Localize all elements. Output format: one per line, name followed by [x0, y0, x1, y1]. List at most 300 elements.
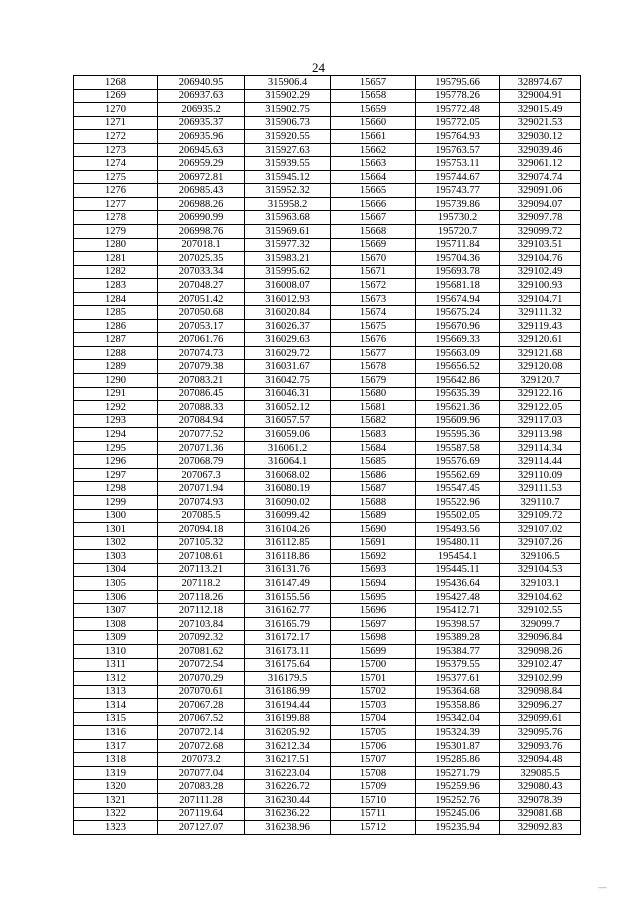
table-cell-point-number-left: 1269: [74, 89, 158, 103]
table-row: [74, 319, 581, 333]
table-cell-x-coordinate-right: 195412.71: [416, 604, 500, 618]
table-cell-point-number-left: 1287: [74, 333, 158, 347]
table-cell-point-number-left: 1271: [74, 116, 158, 130]
table-cell-x-coordinate-right: 195245.06: [416, 807, 500, 821]
table-row: [74, 374, 581, 388]
table-row: [74, 604, 581, 618]
table-cell-x-coordinate-left: 207061.76: [158, 333, 245, 347]
table-cell-x-coordinate-right: 195669.33: [416, 333, 500, 347]
table-cell-y-coordinate-right: 329122.16: [500, 387, 581, 401]
table-cell-point-number-left: 1304: [74, 563, 158, 577]
table-cell-x-coordinate-left: 206998.76: [158, 225, 245, 239]
table-cell-x-coordinate-left: 207108.61: [158, 550, 245, 564]
table-cell-x-coordinate-right: 195502.05: [416, 509, 500, 523]
table-cell-x-coordinate-left: 206972.81: [158, 170, 245, 184]
table-cell-x-coordinate-left: 207092.32: [158, 631, 245, 645]
table-cell-x-coordinate-left: 206940.95: [158, 76, 245, 90]
table-cell-x-coordinate-right: 195675.24: [416, 306, 500, 320]
table-cell-x-coordinate-left: 206990.99: [158, 211, 245, 225]
table-cell-x-coordinate-left: 207074.73: [158, 346, 245, 360]
table-row: [74, 225, 581, 239]
table-cell-y-coordinate-left: 315906.4: [245, 76, 331, 90]
table-cell-point-number-right: 15672: [331, 279, 416, 293]
table-cell-x-coordinate-right: 195681.18: [416, 279, 500, 293]
table-cell-point-number-left: 1321: [74, 793, 158, 807]
table-cell-y-coordinate-left: 315969.61: [245, 225, 331, 239]
table-row: [74, 184, 581, 198]
table-cell-point-number-right: 15663: [331, 157, 416, 171]
table-cell-y-coordinate-right: 329120.08: [500, 360, 581, 374]
table-row: [74, 753, 581, 767]
table-cell-x-coordinate-right: 195285.86: [416, 753, 500, 767]
table-cell-point-number-left: 1302: [74, 536, 158, 550]
table-cell-y-coordinate-left: 316059.06: [245, 428, 331, 442]
table-cell-y-coordinate-left: 316236.22: [245, 807, 331, 821]
table-cell-y-coordinate-left: 316205.92: [245, 726, 331, 740]
table-cell-y-coordinate-right: 329103.51: [500, 238, 581, 252]
table-cell-point-number-right: 15680: [331, 387, 416, 401]
table-cell-y-coordinate-left: 315995.62: [245, 265, 331, 279]
table-cell-y-coordinate-right: 329104.76: [500, 252, 581, 266]
table-cell-x-coordinate-right: 195252.76: [416, 793, 500, 807]
table-cell-x-coordinate-right: 195436.64: [416, 577, 500, 591]
table-cell-point-number-left: 1309: [74, 631, 158, 645]
table-cell-point-number-left: 1319: [74, 766, 158, 780]
table-cell-point-number-left: 1314: [74, 699, 158, 713]
table-row: [74, 76, 581, 90]
table-cell-x-coordinate-right: 195764.93: [416, 130, 500, 144]
table-cell-point-number-left: 1317: [74, 739, 158, 753]
table-cell-point-number-right: 15664: [331, 170, 416, 184]
table-row: [74, 550, 581, 564]
table-cell-y-coordinate-left: 316064.1: [245, 455, 331, 469]
table-row: [74, 563, 581, 577]
table-cell-y-coordinate-right: 329122.05: [500, 401, 581, 415]
table-cell-point-number-left: 1278: [74, 211, 158, 225]
table-row: [74, 238, 581, 252]
table-cell-x-coordinate-right: 195324.39: [416, 726, 500, 740]
table-cell-x-coordinate-right: 195674.94: [416, 292, 500, 306]
table-cell-x-coordinate-left: 207094.18: [158, 523, 245, 537]
table-cell-y-coordinate-left: 315952.32: [245, 184, 331, 198]
table-cell-y-coordinate-left: 316020.84: [245, 306, 331, 320]
table-cell-point-number-right: 15673: [331, 292, 416, 306]
table-cell-point-number-right: 15708: [331, 766, 416, 780]
table-cell-y-coordinate-right: 329102.47: [500, 658, 581, 672]
table-cell-x-coordinate-right: 195778.26: [416, 89, 500, 103]
table-cell-point-number-left: 1276: [74, 184, 158, 198]
table-cell-x-coordinate-right: 195743.77: [416, 184, 500, 198]
table-cell-y-coordinate-left: 315983.21: [245, 252, 331, 266]
table-cell-y-coordinate-right: 329095.76: [500, 726, 581, 740]
table-cell-y-coordinate-right: 329098.84: [500, 685, 581, 699]
table-row: [74, 712, 581, 726]
table-row: [74, 631, 581, 645]
table-row: [74, 265, 581, 279]
table-cell-point-number-right: 15665: [331, 184, 416, 198]
table-cell-point-number-right: 15691: [331, 536, 416, 550]
table-cell-y-coordinate-right: 329039.46: [500, 143, 581, 157]
table-cell-y-coordinate-right: 329093.76: [500, 739, 581, 753]
table-cell-point-number-right: 15703: [331, 699, 416, 713]
table-cell-point-number-left: 1299: [74, 495, 158, 509]
table-cell-point-number-left: 1288: [74, 346, 158, 360]
table-cell-point-number-left: 1313: [74, 685, 158, 699]
table-cell-y-coordinate-right: 329114.44: [500, 455, 581, 469]
table-cell-y-coordinate-left: 315939.55: [245, 157, 331, 171]
table-cell-y-coordinate-right: 329120.61: [500, 333, 581, 347]
table-cell-point-number-right: 15679: [331, 374, 416, 388]
table-cell-y-coordinate-right: 329102.55: [500, 604, 581, 618]
table-cell-x-coordinate-left: 207048.27: [158, 279, 245, 293]
table-cell-x-coordinate-left: 207053.17: [158, 319, 245, 333]
table-row: [74, 252, 581, 266]
table-cell-x-coordinate-left: 206935.96: [158, 130, 245, 144]
table-cell-point-number-left: 1303: [74, 550, 158, 564]
table-cell-point-number-right: 15683: [331, 428, 416, 442]
table-cell-x-coordinate-right: 195642.86: [416, 374, 500, 388]
table-cell-x-coordinate-left: 207070.61: [158, 685, 245, 699]
table-cell-point-number-left: 1281: [74, 252, 158, 266]
table-cell-x-coordinate-left: 206937.63: [158, 89, 245, 103]
table-cell-point-number-right: 15711: [331, 807, 416, 821]
table-cell-point-number-right: 15684: [331, 441, 416, 455]
table-cell-x-coordinate-left: 207050.68: [158, 306, 245, 320]
table-cell-y-coordinate-right: 329091.06: [500, 184, 581, 198]
table-cell-y-coordinate-left: 315902.29: [245, 89, 331, 103]
table-cell-x-coordinate-left: 207072.68: [158, 739, 245, 753]
table-cell-x-coordinate-left: 206945.63: [158, 143, 245, 157]
table-cell-x-coordinate-right: 195342.04: [416, 712, 500, 726]
table-row: [74, 672, 581, 686]
table-cell-point-number-left: 1318: [74, 753, 158, 767]
table-cell-x-coordinate-right: 195259.96: [416, 780, 500, 794]
table-cell-x-coordinate-right: 195711.84: [416, 238, 500, 252]
table-row: [74, 807, 581, 821]
table-cell-point-number-right: 15700: [331, 658, 416, 672]
table-cell-y-coordinate-left: 315902.75: [245, 103, 331, 117]
table-cell-x-coordinate-right: 195744.67: [416, 170, 500, 184]
table-body: [74, 76, 581, 835]
table-cell-point-number-right: 15692: [331, 550, 416, 564]
table-cell-point-number-left: 1270: [74, 103, 158, 117]
table-row: [74, 130, 581, 144]
page-number: 24: [312, 60, 325, 75]
table-cell-x-coordinate-left: 207051.42: [158, 292, 245, 306]
table-cell-y-coordinate-left: 315927.63: [245, 143, 331, 157]
table-cell-y-coordinate-right: 329099.7: [500, 617, 581, 631]
table-row: [74, 401, 581, 415]
table-cell-y-coordinate-right: 329099.72: [500, 225, 581, 239]
table-cell-point-number-right: 15694: [331, 577, 416, 591]
table-cell-x-coordinate-right: 195609.96: [416, 414, 500, 428]
table-cell-x-coordinate-left: 207112.18: [158, 604, 245, 618]
table-cell-point-number-right: 15712: [331, 821, 416, 835]
table-row: [74, 279, 581, 293]
table-cell-point-number-left: 1295: [74, 441, 158, 455]
table-cell-y-coordinate-left: 316175.64: [245, 658, 331, 672]
table-cell-x-coordinate-right: 195235.94: [416, 821, 500, 835]
table-cell-point-number-left: 1301: [74, 523, 158, 537]
table-cell-point-number-right: 15689: [331, 509, 416, 523]
table-row: [74, 346, 581, 360]
table-cell-point-number-right: 15686: [331, 468, 416, 482]
table-cell-y-coordinate-right: 329092.83: [500, 821, 581, 835]
table-row: [74, 536, 581, 550]
table-cell-x-coordinate-left: 207067.28: [158, 699, 245, 713]
table-cell-y-coordinate-left: 316173.11: [245, 644, 331, 658]
table-cell-x-coordinate-right: 195427.48: [416, 590, 500, 604]
table-cell-point-number-right: 15668: [331, 225, 416, 239]
table-cell-y-coordinate-right: 329099.61: [500, 712, 581, 726]
table-cell-y-coordinate-left: 316042.75: [245, 374, 331, 388]
table-cell-x-coordinate-left: 207113.21: [158, 563, 245, 577]
table-row: [74, 441, 581, 455]
table-cell-y-coordinate-right: 328974.67: [500, 76, 581, 90]
table-row: [74, 766, 581, 780]
table-cell-point-number-right: 15671: [331, 265, 416, 279]
table-cell-x-coordinate-left: 207072.54: [158, 658, 245, 672]
table-cell-point-number-left: 1286: [74, 319, 158, 333]
table-cell-x-coordinate-right: 195595.36: [416, 428, 500, 442]
table-cell-point-number-left: 1293: [74, 414, 158, 428]
table-row: [74, 821, 581, 835]
table-cell-y-coordinate-right: 329120.7: [500, 374, 581, 388]
table-row: [74, 103, 581, 117]
table-cell-x-coordinate-left: 207068.79: [158, 455, 245, 469]
table-cell-x-coordinate-right: 195621.36: [416, 401, 500, 415]
table-cell-y-coordinate-left: 316052.12: [245, 401, 331, 415]
table-cell-y-coordinate-left: 316031.67: [245, 360, 331, 374]
table-cell-point-number-right: 15697: [331, 617, 416, 631]
table-cell-x-coordinate-right: 195454.1: [416, 550, 500, 564]
table-cell-point-number-right: 15705: [331, 726, 416, 740]
table-cell-y-coordinate-right: 329061.12: [500, 157, 581, 171]
table-cell-x-coordinate-right: 195587.58: [416, 441, 500, 455]
table-cell-y-coordinate-left: 316046.31: [245, 387, 331, 401]
table-cell-point-number-left: 1290: [74, 374, 158, 388]
table-cell-y-coordinate-left: 316118.86: [245, 550, 331, 564]
table-row: [74, 644, 581, 658]
table-row: [74, 157, 581, 171]
table-cell-x-coordinate-left: 207073.2: [158, 753, 245, 767]
corner-mark: —: [598, 883, 607, 893]
table-cell-x-coordinate-right: 195693.78: [416, 265, 500, 279]
table-cell-y-coordinate-right: 329080.43: [500, 780, 581, 794]
table-cell-x-coordinate-left: 207070.29: [158, 672, 245, 686]
table-cell-point-number-right: 15657: [331, 76, 416, 90]
table-cell-x-coordinate-left: 206985.43: [158, 184, 245, 198]
table-cell-y-coordinate-left: 316080.19: [245, 482, 331, 496]
table-cell-y-coordinate-right: 329074.74: [500, 170, 581, 184]
table-cell-x-coordinate-left: 207077.04: [158, 766, 245, 780]
table-cell-x-coordinate-left: 207086.45: [158, 387, 245, 401]
table-cell-y-coordinate-right: 329110.09: [500, 468, 581, 482]
table-cell-y-coordinate-right: 329102.49: [500, 265, 581, 279]
table-row: [74, 211, 581, 225]
table-cell-x-coordinate-left: 207085.5: [158, 509, 245, 523]
table-cell-y-coordinate-left: 316012.93: [245, 292, 331, 306]
table-row: [74, 414, 581, 428]
table-row: [74, 685, 581, 699]
table-cell-point-number-left: 1275: [74, 170, 158, 184]
table-cell-y-coordinate-left: 316061.2: [245, 441, 331, 455]
table-cell-y-coordinate-right: 329004.91: [500, 89, 581, 103]
table-row: [74, 360, 581, 374]
table-cell-point-number-right: 15661: [331, 130, 416, 144]
table-cell-point-number-left: 1283: [74, 279, 158, 293]
table-cell-point-number-left: 1316: [74, 726, 158, 740]
table-cell-y-coordinate-right: 329107.26: [500, 536, 581, 550]
table-cell-point-number-right: 15669: [331, 238, 416, 252]
table-cell-point-number-right: 15667: [331, 211, 416, 225]
table-cell-y-coordinate-right: 329094.48: [500, 753, 581, 767]
table-cell-point-number-left: 1274: [74, 157, 158, 171]
table-cell-point-number-left: 1306: [74, 590, 158, 604]
table-cell-point-number-right: 15682: [331, 414, 416, 428]
table-cell-y-coordinate-right: 329121.68: [500, 346, 581, 360]
table-cell-y-coordinate-right: 329104.53: [500, 563, 581, 577]
table-cell-x-coordinate-left: 207111.28: [158, 793, 245, 807]
table-cell-point-number-left: 1312: [74, 672, 158, 686]
table-cell-point-number-left: 1277: [74, 197, 158, 211]
table-cell-y-coordinate-left: 316165.79: [245, 617, 331, 631]
table-cell-x-coordinate-right: 195493.56: [416, 523, 500, 537]
table-cell-point-number-left: 1294: [74, 428, 158, 442]
table-cell-x-coordinate-left: 207088.33: [158, 401, 245, 415]
table-cell-x-coordinate-right: 195562.69: [416, 468, 500, 482]
table-cell-y-coordinate-right: 329078.39: [500, 793, 581, 807]
table-cell-x-coordinate-left: 207119.64: [158, 807, 245, 821]
table-row: [74, 577, 581, 591]
table-cell-y-coordinate-left: 316008.07: [245, 279, 331, 293]
table-cell-y-coordinate-right: 329119.43: [500, 319, 581, 333]
table-cell-point-number-right: 15685: [331, 455, 416, 469]
table-row: [74, 739, 581, 753]
table-cell-x-coordinate-right: 195739.86: [416, 197, 500, 211]
table-cell-y-coordinate-left: 315977.32: [245, 238, 331, 252]
table-cell-point-number-right: 15707: [331, 753, 416, 767]
table-cell-y-coordinate-right: 329104.62: [500, 590, 581, 604]
table-cell-x-coordinate-left: 207071.94: [158, 482, 245, 496]
table-row: [74, 523, 581, 537]
table-cell-x-coordinate-right: 195377.61: [416, 672, 500, 686]
table-cell-x-coordinate-left: 207077.52: [158, 428, 245, 442]
table-cell-point-number-right: 15670: [331, 252, 416, 266]
table-cell-x-coordinate-right: 195635.39: [416, 387, 500, 401]
table-cell-point-number-right: 15677: [331, 346, 416, 360]
table-cell-y-coordinate-right: 329085.5: [500, 766, 581, 780]
table-cell-y-coordinate-right: 329114.34: [500, 441, 581, 455]
table-cell-y-coordinate-left: 316029.72: [245, 346, 331, 360]
table-cell-y-coordinate-right: 329097.78: [500, 211, 581, 225]
table-cell-y-coordinate-left: 316026.37: [245, 319, 331, 333]
table-cell-y-coordinate-right: 329110.7: [500, 495, 581, 509]
table-row: [74, 509, 581, 523]
table-cell-y-coordinate-right: 329117.03: [500, 414, 581, 428]
table-cell-y-coordinate-left: 316212.34: [245, 739, 331, 753]
table-cell-x-coordinate-right: 195772.48: [416, 103, 500, 117]
table-cell-y-coordinate-right: 329030.12: [500, 130, 581, 144]
table-cell-x-coordinate-left: 207072.14: [158, 726, 245, 740]
table-cell-x-coordinate-right: 195384.77: [416, 644, 500, 658]
table-cell-point-number-right: 15699: [331, 644, 416, 658]
table-row: [74, 428, 581, 442]
table-cell-point-number-right: 15701: [331, 672, 416, 686]
table-cell-point-number-right: 15698: [331, 631, 416, 645]
table-cell-y-coordinate-left: 316057.57: [245, 414, 331, 428]
table-cell-y-coordinate-right: 329106.5: [500, 550, 581, 564]
table-cell-point-number-left: 1300: [74, 509, 158, 523]
table-cell-point-number-left: 1291: [74, 387, 158, 401]
table-row: [74, 292, 581, 306]
table-cell-y-coordinate-left: 316186.99: [245, 685, 331, 699]
table-row: [74, 793, 581, 807]
table-cell-point-number-right: 15693: [331, 563, 416, 577]
table-cell-x-coordinate-left: 207083.21: [158, 374, 245, 388]
table-cell-y-coordinate-right: 329107.02: [500, 523, 581, 537]
table-cell-x-coordinate-left: 207079.38: [158, 360, 245, 374]
table-cell-x-coordinate-right: 195795.66: [416, 76, 500, 90]
table-cell-x-coordinate-right: 195389.28: [416, 631, 500, 645]
table-cell-point-number-right: 15666: [331, 197, 416, 211]
table-cell-y-coordinate-right: 329111.53: [500, 482, 581, 496]
table-cell-y-coordinate-left: 315945.12: [245, 170, 331, 184]
table-row: [74, 590, 581, 604]
table-cell-y-coordinate-left: 316104.26: [245, 523, 331, 537]
table-cell-x-coordinate-left: 207083.28: [158, 780, 245, 794]
table-cell-y-coordinate-left: 316238.96: [245, 821, 331, 835]
table-cell-point-number-right: 15695: [331, 590, 416, 604]
table-cell-point-number-left: 1308: [74, 617, 158, 631]
table-cell-y-coordinate-left: 316172.17: [245, 631, 331, 645]
table-cell-x-coordinate-left: 206935.2: [158, 103, 245, 117]
table-row: [74, 116, 581, 130]
table-row: [74, 482, 581, 496]
table-cell-point-number-left: 1298: [74, 482, 158, 496]
table-cell-point-number-right: 15676: [331, 333, 416, 347]
table-cell-point-number-left: 1279: [74, 225, 158, 239]
table-cell-x-coordinate-right: 195547.45: [416, 482, 500, 496]
table-cell-y-coordinate-left: 315963.68: [245, 211, 331, 225]
table-cell-x-coordinate-left: 207105.32: [158, 536, 245, 550]
table-row: [74, 306, 581, 320]
table-cell-x-coordinate-left: 207081.62: [158, 644, 245, 658]
table-cell-x-coordinate-left: 207018.1: [158, 238, 245, 252]
table-cell-x-coordinate-right: 195730.2: [416, 211, 500, 225]
table-cell-x-coordinate-left: 207074.93: [158, 495, 245, 509]
table-cell-y-coordinate-left: 316147.49: [245, 577, 331, 591]
table-cell-x-coordinate-left: 207025.35: [158, 252, 245, 266]
table-cell-point-number-left: 1320: [74, 780, 158, 794]
table-cell-point-number-left: 1272: [74, 130, 158, 144]
table-cell-x-coordinate-left: 207033.34: [158, 265, 245, 279]
table-cell-point-number-left: 1280: [74, 238, 158, 252]
table-cell-y-coordinate-right: 329111.32: [500, 306, 581, 320]
table-cell-y-coordinate-right: 329104.71: [500, 292, 581, 306]
table-cell-y-coordinate-right: 329096.27: [500, 699, 581, 713]
table-cell-x-coordinate-left: 207127.07: [158, 821, 245, 835]
table-cell-x-coordinate-right: 195753.11: [416, 157, 500, 171]
table-cell-point-number-right: 15696: [331, 604, 416, 618]
table-cell-x-coordinate-left: 207067.52: [158, 712, 245, 726]
table-cell-point-number-left: 1296: [74, 455, 158, 469]
table-cell-point-number-left: 1285: [74, 306, 158, 320]
table-cell-y-coordinate-right: 329113.98: [500, 428, 581, 442]
table-cell-y-coordinate-left: 315958.2: [245, 197, 331, 211]
table-cell-x-coordinate-right: 195445.11: [416, 563, 500, 577]
table-cell-point-number-left: 1297: [74, 468, 158, 482]
